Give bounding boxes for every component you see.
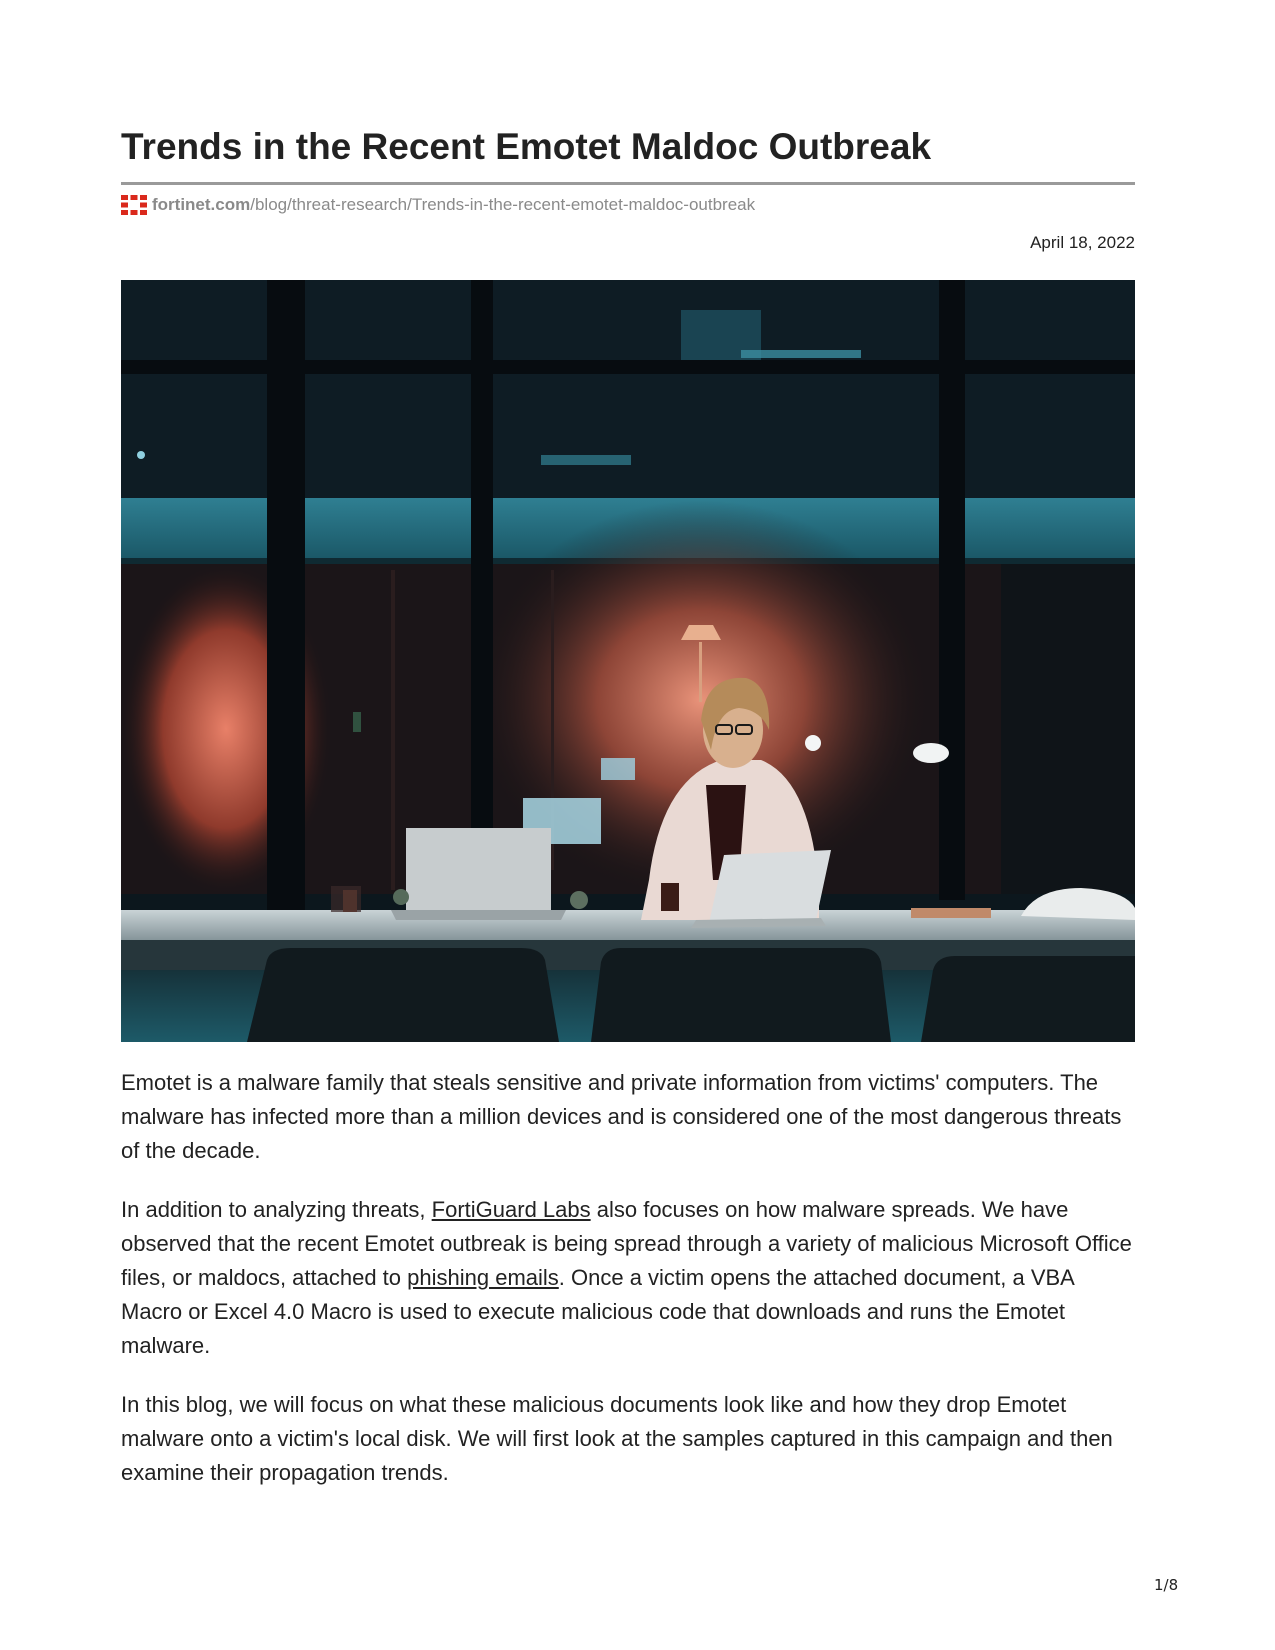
source-path[interactable]: /blog/threat-research/Trends-in-the-recent-emotet-maldoc-outbreak [250,195,756,214]
fortiguard-labs-link[interactable]: FortiGuard Labs [431,1197,591,1222]
page-number: 1/8 [1154,1576,1179,1594]
paragraph-text: . Once a victim opens the attached document, a VBA Macro or Excel 4.0 Macro is used to execute malicious code that downloads and runs the Emotet malware. [121,1265,1074,1358]
paragraph-text: In addition to analyzing threats, [121,1197,432,1222]
phishing-emails-link[interactable]: phishing emails [407,1265,559,1290]
fortinet-logo-icon [121,195,147,215]
title-divider [121,182,1135,185]
source-domain[interactable]: fortinet.com [152,195,251,214]
paragraph-fortiguard [121,1193,1135,1363]
paragraph-blog-focus: In this blog, we will focus on what these malicious documents look like and how they drop Emotet malware onto a victim's local disk. We will first look at the samples captured in this campaign and then examine their propagation trends. [121,1392,1113,1485]
paragraph-intro: Emotet is a malware family that steals sensitive and private information from victims' computers. The malware has infected more than a million devices and is considered one of the most dangerous threats of the decade. [121,1070,1122,1163]
hero-image [121,280,1135,1042]
paragraph-text: also focuses on how malware spreads. We have observed that the recent Emotet outbreak is being spread through a variety of malicious Microsoft Office files, or maldocs, attached to [121,1197,1132,1290]
publish-date: April 18, 2022 [1030,233,1135,252]
source-line [121,194,755,216]
article-title: Trends in the Recent Emotet Maldoc Outbreak [121,126,932,167]
